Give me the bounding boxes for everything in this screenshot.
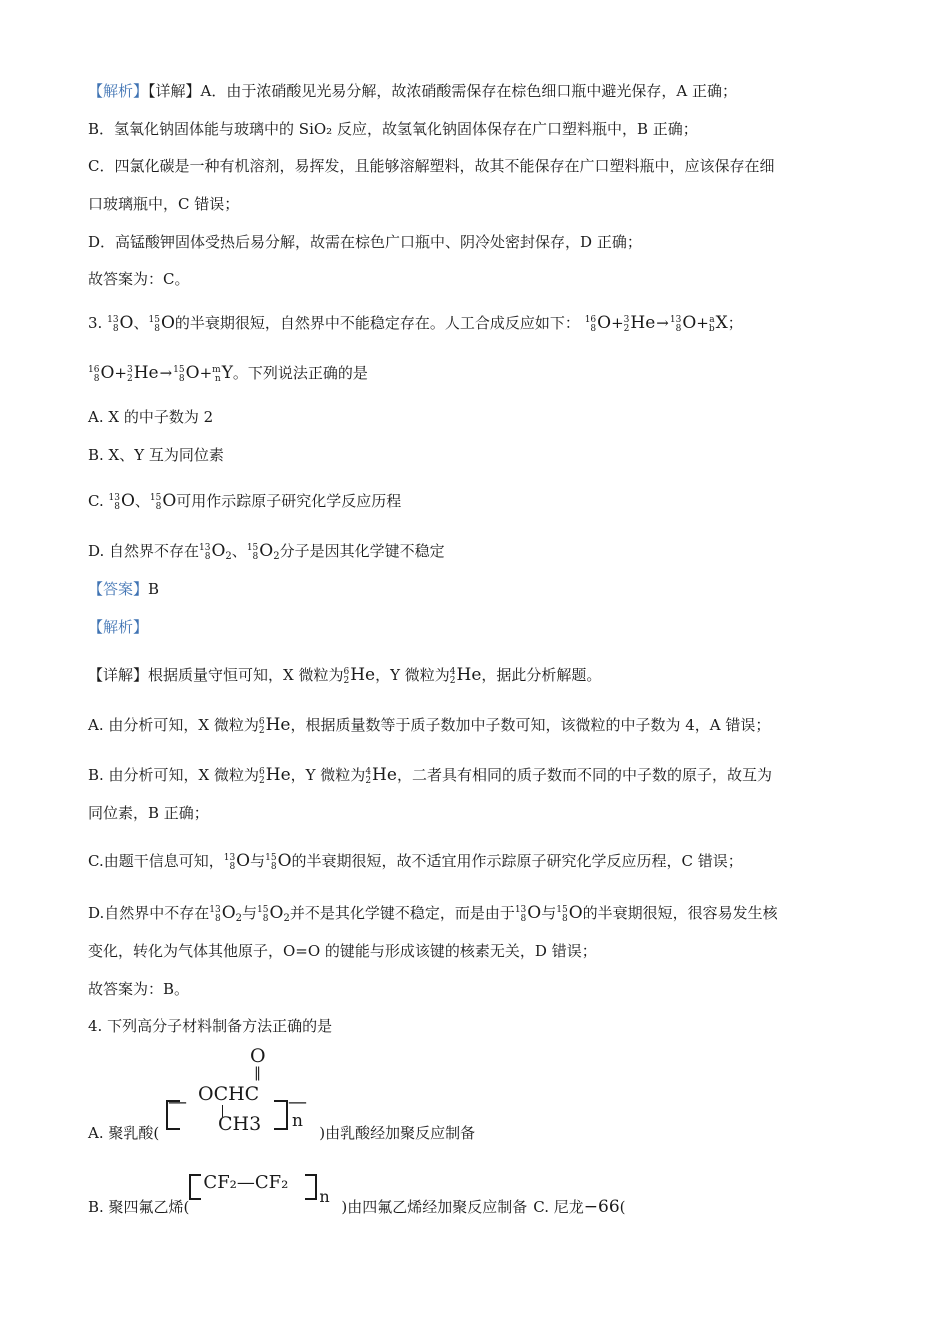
isotope-o15: 15 8 O [556,903,583,924]
isotope-o13: 13 8 O [107,313,134,334]
isotope-o15: 15 8 O [265,851,292,872]
q3-answer: 【答案】B [88,580,160,598]
q2-analysis-line-b: B．氢氧化钠固体能与玻璃中的 SiO₂ 反应，故氢氧化钠固体保存在广口塑料瓶中，B 正确； [88,120,698,138]
q4-option-b: B. 聚四氟乙烯( CF₂—CF₂ n )由四氟乙烯经加聚反应制备 C. 尼龙−66( [88,1172,626,1217]
isotope-he6: 6 2 He [258,715,291,736]
isotope-he4: 4 2 He [365,765,397,786]
q3-stem-line1: 3. 13 8 O、 15 8 O的半衰期很短，自然界中不能稳定存在。人工合成反应如下： 16 8 O+ 3 2 He→ 13 8 O+ a b X； [88,313,743,334]
isotope-o13: 13 8 O [223,851,251,872]
isotope-o13: 13 8 O [514,903,542,924]
q3-option-b: B. X、Y 互为同位素 [88,446,224,464]
molecule-o2-15: 15 8 $O_2$ [246,541,280,562]
q3-detail-d: D.自然界中不存在 13 8 $O_2$与 15 8 $O_2$并不是其化学键不稳定，而是由于 13 8 O与 15 8 O的半衰期很短，很容易发生核 [88,902,778,930]
isotope-o16: 16 8 O [88,363,115,384]
q2-analysis-line-a: 【解析】【详解】A．由于浓硝酸见光易分解，故浓硝酸需保存在棕色细口瓶中避光保存，A 正确； [88,82,737,100]
isotope-he6: 6 2 He [259,765,291,786]
q3-option-a: A. X 的中子数为 2 [88,408,214,426]
molecule-o2-15: 15 8 $O_2$ [257,903,290,924]
q3-detail-c: C.由题干信息可知， 13 8 O与 15 8 O的半衰期很短，故不适宜用作示踪原子研究化学反应历程，C 错误； [88,851,743,872]
pla-structure: O ‖ — OCHC CH3 — n [168,1045,307,1135]
q3-detail: 【详解】根据质量守恒可知，X 微粒为 6 2 He，Y 微粒为 4 2 He，据此分析解题。 [88,665,602,686]
q2-analysis-line-c2: 口玻璃瓶中，C 错误； [88,195,240,213]
arrow-icon: → [159,364,173,382]
molecule-o2-13: 13 8 $O_2$ [209,903,243,924]
q3-analysis-tag: 【解析】 [88,618,149,636]
q2-conclusion: 故答案为：C。 [88,270,190,288]
q3-option-c: C. 13 8 O、 15 8 O可用作示踪原子研究化学反应历程 [88,491,402,512]
arrow-icon: → [656,314,669,332]
q3-option-d: D. 自然界不存在 13 8 $O_2$、 15 8 $O_2$分子是因其化学键不稳定 [88,540,445,568]
q2-analysis-line-d: D．高锰酸钾固体受热后易分解，故需在棕色广口瓶中、阴冷处密封保存，D 正确； [88,233,642,251]
isotope-he4: 4 2 He [449,665,482,686]
q3-conclusion: 故答案为：B。 [88,980,190,998]
isotope-y: m n Y [212,363,233,384]
isotope-he3: 3 2 He [623,313,656,334]
analysis-tag: 【解析】 [88,82,149,100]
q3-stem-line2: 16 8 O+ 3 2 He→ 15 8 O+ m n Y。下列说法正确的是 [88,363,368,384]
isotope-x: a b X [708,313,728,334]
isotope-o16: 16 8 O [584,313,612,334]
ptfe-structure: CF₂—CF₂ n [189,1186,341,1216]
q3-detail-d2: 变化，转化为气体其他原子，O=O 的键能与形成该键的核素无关，D 错误； [88,942,597,960]
isotope-o13: 13 8 O [669,313,697,334]
q4-stem: 4. 下列高分子材料制备方法正确的是 [88,1017,333,1035]
detail-tag: 【详解】 [148,82,201,100]
q3-detail-b: B. 由分析可知，X 微粒为 6 2 He，Y 微粒为 4 2 He，二者具有相同的质子数而不同的中子数的原子，故互为 [88,765,772,786]
molecule-o2-13: 13 8 $O_2$ [199,541,232,562]
q2-analysis-line-c1: C．四氯化碳是一种有机溶剂，易挥发，且能够溶解塑料，故其不能保存在广口塑料瓶中，应该保存在细 [88,157,775,175]
q4-option-a: A. 聚乳酸( )由乳酸经加聚反应制备 [88,1124,476,1142]
isotope-o13: 13 8 O [108,491,135,512]
q3-detail-a: A. 由分析可知，X 微粒为 6 2 He，根据质量数等于质子数加中子数可知，该微粒的中子数为 4，A 错误； [88,715,771,736]
isotope-he6: 6 2 He [343,665,376,686]
isotope-he3: 3 2 He [126,363,159,384]
isotope-o15: 15 8 O [173,363,200,384]
q3-detail-b2: 同位素，B 正确； [88,804,209,822]
isotope-o15: 15 8 O [149,491,177,512]
isotope-o15: 15 8 O [148,313,175,334]
